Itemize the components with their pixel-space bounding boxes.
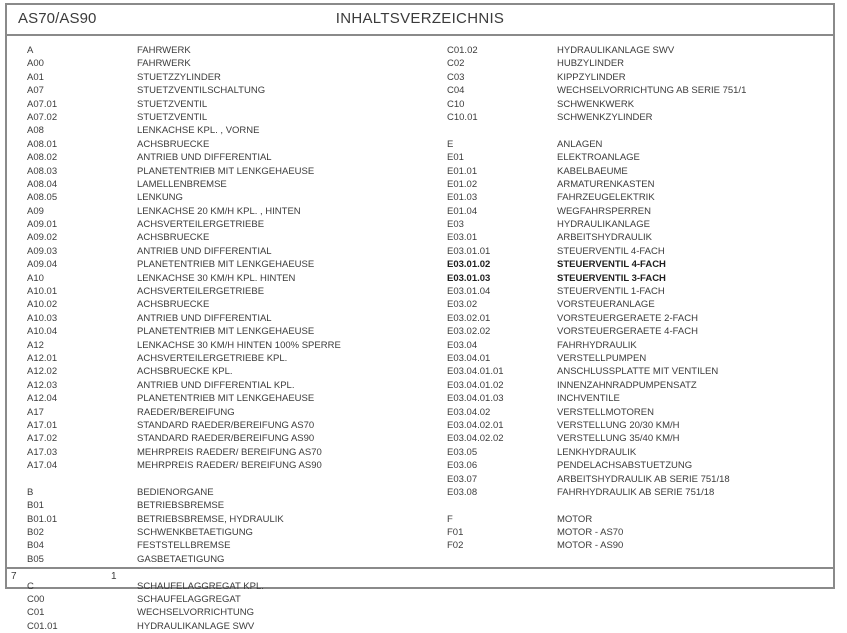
toc-row-code: A08.02 [27, 152, 58, 164]
toc-row[interactable] [27, 593, 427, 606]
toc-row[interactable] [27, 124, 427, 137]
toc-row[interactable] [447, 151, 847, 164]
toc-row-code: B04 [27, 540, 44, 552]
toc-row-code: C01 [27, 607, 45, 619]
toc-row-description: KABELBAEUME [557, 165, 628, 177]
toc-row-description: PLANETENTRIEB MIT LENKGEHAEUSE [137, 326, 315, 338]
toc-row-description: STEUERVENTIL 3-FACH [557, 272, 666, 284]
toc-row-description: ANLAGEN [557, 138, 603, 150]
toc-row-description: SCHWENKBETAETIGUNG [137, 527, 253, 539]
toc-row[interactable] [447, 406, 847, 419]
toc-row-description: ARBEITSHYDRAULIK [557, 232, 653, 244]
toc-row[interactable] [27, 191, 427, 204]
toc-row-description: FESTSTELLBREMSE [137, 540, 231, 552]
toc-row-code: C02 [447, 58, 465, 70]
toc-row-description: LENKACHSE KPL. , VORNE [137, 125, 260, 137]
toc-row-description: STUETZZYLINDER [137, 71, 221, 83]
toc-row[interactable] [447, 191, 847, 204]
toc-row-description: ANTRIEB UND DIFFERENTIAL KPL. [137, 379, 295, 391]
toc-row[interactable] [447, 379, 847, 392]
toc-row[interactable] [447, 111, 847, 124]
toc-row-description: BETRIEBSBREMSE [137, 500, 225, 512]
toc-row-description: ACHSVERTEILERGETRIEBE [137, 286, 265, 298]
toc-row-description: INNENZAHNRADPUMPENSATZ [557, 379, 697, 391]
toc-row[interactable] [447, 298, 847, 311]
toc-row-code: A08.03 [27, 165, 58, 177]
toc-row[interactable] [447, 57, 847, 70]
toc-row[interactable] [447, 71, 847, 84]
toc-row-code: E03.01.03 [447, 272, 491, 284]
toc-row[interactable] [27, 298, 427, 311]
toc-row[interactable] [447, 392, 847, 405]
toc-row-code: B01 [27, 500, 44, 512]
footer-page-number: 7 [11, 571, 17, 582]
toc-row-description: KIPPZYLINDER [557, 71, 626, 83]
toc-row-code: E03.04.02 [447, 406, 491, 418]
toc-row-code: C10.01 [447, 111, 478, 123]
toc-row[interactable] [447, 231, 847, 244]
toc-row-code: C04 [447, 85, 465, 97]
toc-row-code: B05 [27, 553, 44, 565]
toc-row-code: F01 [447, 527, 464, 539]
toc-row[interactable] [447, 526, 847, 539]
toc-row-code: C03 [447, 71, 465, 83]
toc-row[interactable] [27, 553, 427, 566]
toc-row[interactable] [447, 245, 847, 258]
toc-row-description: STUETZVENTIL [137, 98, 208, 110]
toc-row-description: ANSCHLUSSPLATTE MIT VENTILEN [557, 366, 719, 378]
toc-row[interactable] [447, 138, 847, 151]
toc-row-code: E03.04.01 [447, 352, 491, 364]
toc-row-description: WEGFAHRSPERREN [557, 205, 651, 217]
toc-spacer-row [447, 499, 847, 512]
toc-row-description: LENKHYDRAULIK [557, 446, 637, 458]
toc-row-description: STUETZVENTILSCHALTUNG [137, 85, 266, 97]
toc-row[interactable] [447, 325, 847, 338]
toc-row-code: A08.04 [27, 178, 58, 190]
toc-row[interactable] [447, 272, 847, 285]
toc-row[interactable] [447, 486, 847, 499]
toc-row-code: E03.04.01.03 [447, 393, 504, 405]
toc-row-code: F [447, 513, 453, 525]
toc-row-code: C01.01 [27, 620, 58, 632]
toc-row[interactable] [27, 285, 427, 298]
toc-row-description: LENKACHSE 30 KM/H HINTEN 100% SPERRE [137, 339, 341, 351]
toc-row[interactable] [27, 513, 427, 526]
toc-row[interactable] [447, 539, 847, 552]
toc-row-code: F02 [447, 540, 464, 552]
toc-row-code: A09.02 [27, 232, 58, 244]
toc-row[interactable] [27, 339, 427, 352]
toc-spacer-row [27, 473, 427, 486]
toc-column-left [27, 44, 427, 633]
toc-row-description: STANDARD RAEDER/BEREIFUNG AS70 [137, 419, 315, 431]
toc-row[interactable] [447, 165, 847, 178]
toc-row-description: FAHRHYDRAULIK [557, 339, 637, 351]
toc-row-code: A10.04 [27, 326, 58, 338]
toc-row-code: C01.02 [447, 45, 478, 56]
toc-row-code: A08.01 [27, 138, 58, 150]
toc-row-code: A12.04 [27, 393, 58, 405]
toc-row-description: LAMELLENBREMSE [137, 178, 227, 190]
toc-row-code: E01 [447, 152, 464, 164]
toc-row-code: A12.01 [27, 352, 58, 364]
toc-row[interactable] [27, 151, 427, 164]
toc-row-code: E03.06 [447, 460, 478, 472]
toc-row[interactable] [27, 44, 427, 57]
toc-row[interactable] [27, 392, 427, 405]
toc-column-right [447, 44, 847, 553]
toc-row-code: A17.01 [27, 419, 58, 431]
toc-row-code: A01 [27, 71, 44, 83]
toc-row-code: A09.04 [27, 259, 58, 271]
toc-row[interactable] [447, 339, 847, 352]
toc-row-description: ARMATURENKASTEN [557, 178, 655, 190]
toc-row-code: E03.05 [447, 446, 478, 458]
toc-row-code: E03.04 [447, 339, 478, 351]
toc-row-code: A17.04 [27, 460, 58, 472]
toc-row[interactable] [447, 446, 847, 459]
toc-row-code: A09 [27, 205, 44, 217]
toc-row-code: B [27, 486, 34, 498]
toc-row-description: BETRIEBSBREMSE, HYDRAULIK [137, 513, 284, 525]
toc-row-code: C10 [447, 98, 465, 110]
toc-row-description: INCHVENTILE [557, 393, 620, 405]
toc-row-code: A12 [27, 339, 44, 351]
footer-section-number: 1 [111, 571, 117, 582]
toc-row-code: E01.02 [447, 178, 478, 190]
toc-row[interactable] [447, 178, 847, 191]
toc-row-code: E01.01 [447, 165, 478, 177]
toc-row-code: A12.02 [27, 366, 58, 378]
toc-row[interactable] [27, 258, 427, 271]
toc-row-code: A17.02 [27, 433, 58, 445]
toc-row-description: SCHAUFELAGGREGAT [137, 594, 241, 606]
toc-row-code: A09.01 [27, 219, 58, 231]
document-footer [7, 567, 833, 587]
toc-row[interactable] [27, 325, 427, 338]
toc-row-description: WECHSELVORRICHTUNG AB SERIE 751/1 [557, 85, 747, 97]
toc-row[interactable] [27, 111, 427, 124]
toc-row-code: E03.01.01 [447, 245, 491, 257]
toc-row[interactable] [27, 218, 427, 231]
toc-row-description: STEUERVENTIL 1-FACH [557, 286, 665, 298]
toc-row-description: MOTOR - AS70 [557, 527, 624, 539]
toc-row-code: E03.01 [447, 232, 478, 244]
toc-row-code: A08.05 [27, 192, 58, 204]
toc-row-code: A17 [27, 406, 44, 418]
toc-row[interactable] [27, 352, 427, 365]
toc-row-description: ANTRIEB UND DIFFERENTIAL [137, 245, 272, 257]
toc-row-code: E01.04 [447, 205, 478, 217]
toc-row-description: HYDRAULIKANLAGE [557, 219, 650, 231]
toc-row-code: E03 [447, 219, 464, 231]
toc-row[interactable] [27, 71, 427, 84]
toc-row[interactable] [27, 419, 427, 432]
toc-row-description: VERSTELLPUMPEN [557, 352, 647, 364]
toc-row[interactable] [27, 446, 427, 459]
toc-row[interactable] [447, 285, 847, 298]
toc-row-code: A07.01 [27, 98, 58, 110]
toc-row-description: ARBEITSHYDRAULIK AB SERIE 751/18 [557, 473, 730, 485]
toc-row-description: ANTRIEB UND DIFFERENTIAL [137, 152, 272, 164]
toc-row-description: ACHSBRUECKE [137, 232, 210, 244]
toc-row-code: A08 [27, 125, 44, 137]
toc-row-description: HYDRAULIKANLAGE SWV [137, 620, 255, 632]
toc-row-description: HYDRAULIKANLAGE SWV [557, 45, 675, 56]
toc-row[interactable] [447, 459, 847, 472]
toc-row-code: A12.03 [27, 379, 58, 391]
toc-row[interactable] [447, 84, 847, 97]
toc-row-description: STEUERVENTIL 4-FACH [557, 245, 665, 257]
toc-row-code: E01.03 [447, 192, 478, 204]
toc-row-description: SCHWENKWERK [557, 98, 635, 110]
toc-row-description: ANTRIEB UND DIFFERENTIAL [137, 312, 272, 324]
toc-row[interactable] [27, 165, 427, 178]
toc-row-description: PLANETENTRIEB MIT LENKGEHAEUSE [137, 393, 315, 405]
toc-row-description: ACHSBRUECKE [137, 299, 210, 311]
toc-row-code: E03.02.02 [447, 326, 491, 338]
toc-row-description: WECHSELVORRICHTUNG [137, 607, 254, 619]
toc-row[interactable] [447, 98, 847, 111]
toc-row-description: VORSTEUERGERAETE 2-FACH [557, 312, 698, 324]
toc-row[interactable] [27, 406, 427, 419]
toc-row[interactable] [27, 606, 427, 619]
toc-row-description: LENKACHSE 30 KM/H KPL. HINTEN [137, 272, 296, 284]
toc-row-description: FAHRHYDRAULIK AB SERIE 751/18 [557, 486, 715, 498]
toc-row[interactable] [447, 312, 847, 325]
toc-row[interactable] [27, 365, 427, 378]
page-title: INHALTSVERZEICHNIS [335, 10, 505, 27]
machine-model-label: AS70/AS90 [18, 10, 97, 27]
toc-row[interactable] [27, 432, 427, 445]
toc-row-code: C [27, 580, 34, 592]
toc-row[interactable] [27, 272, 427, 285]
toc-row-code: A00 [27, 58, 44, 70]
toc-row-code: E03.07 [447, 473, 478, 485]
toc-row[interactable] [27, 231, 427, 244]
toc-row[interactable] [27, 539, 427, 552]
toc-row-description: VORSTEUERANLAGE [557, 299, 655, 311]
toc-row-description: MEHRPREIS RAEDER/ BEREIFUNG AS90 [137, 460, 322, 472]
toc-row-description: STANDARD RAEDER/BEREIFUNG AS90 [137, 433, 315, 445]
toc-spacer-row [447, 124, 847, 137]
toc-row-code: A10.03 [27, 312, 58, 324]
toc-row-description: STEUERVENTIL 4-FACH [557, 259, 666, 271]
toc-row-code: A10.01 [27, 286, 58, 298]
toc-row[interactable] [27, 57, 427, 70]
toc-row[interactable] [27, 379, 427, 392]
toc-row[interactable] [27, 312, 427, 325]
document-header [7, 5, 833, 36]
toc-row[interactable] [27, 205, 427, 218]
toc-row-code: E03.08 [447, 486, 478, 498]
toc-row-description: ACHSBRUECKE [137, 138, 210, 150]
toc-row-code: E03.04.01.01 [447, 366, 504, 378]
toc-row-description: PENDELACHSABSTUETZUNG [557, 460, 693, 472]
toc-row-description: ACHSBRUECKE KPL. [137, 366, 233, 378]
toc-row-description: MEHRPREIS RAEDER/ BEREIFUNG AS70 [137, 446, 322, 458]
toc-row-description: GASBETAETIGUNG [137, 553, 225, 565]
table-of-contents-body [7, 36, 833, 632]
toc-row-description: VORSTEUERGERAETE 4-FACH [557, 326, 698, 338]
toc-row-description: MOTOR - AS90 [557, 540, 624, 552]
toc-row-description: RAEDER/BEREIFUNG [137, 406, 235, 418]
toc-row-description: HUBZYLINDER [557, 58, 625, 70]
toc-row-code: A07 [27, 85, 44, 97]
toc-row-description: STUETZVENTIL [137, 111, 208, 123]
toc-row[interactable] [27, 98, 427, 111]
toc-row[interactable] [27, 245, 427, 258]
toc-row-code: E03.02 [447, 299, 478, 311]
toc-row[interactable] [447, 258, 847, 271]
toc-row-description: VERSTELLMOTOREN [557, 406, 654, 418]
toc-row-code: E03.04.02.01 [447, 419, 504, 431]
toc-row-description: VERSTELLUNG 35/40 KM/H [557, 433, 680, 445]
toc-row-description: SCHWENKZYLINDER [557, 111, 653, 123]
toc-row-description: ACHSVERTEILERGETRIEBE [137, 219, 265, 231]
toc-row-code: B02 [27, 527, 44, 539]
toc-row-code: E03.04.01.02 [447, 379, 504, 391]
toc-row-description: FAHRZEUGELEKTRIK [557, 192, 655, 204]
toc-row[interactable] [447, 419, 847, 432]
toc-row[interactable] [27, 178, 427, 191]
toc-row-code: A10 [27, 272, 44, 284]
toc-row-description: SCHAUFELAGGREGAT KPL. [137, 580, 264, 592]
toc-row[interactable] [447, 473, 847, 486]
toc-row-code: A [27, 45, 34, 56]
toc-row-description: BEDIENORGANE [137, 486, 214, 498]
toc-row-code: E03.01.02 [447, 259, 491, 271]
toc-row-description: ELEKTROANLAGE [557, 152, 640, 164]
toc-row[interactable] [27, 84, 427, 97]
toc-row-description: FAHRWERK [137, 58, 191, 70]
toc-row-description: FAHRWERK [137, 45, 191, 56]
toc-row[interactable] [447, 205, 847, 218]
toc-row[interactable] [447, 218, 847, 231]
toc-row[interactable] [27, 620, 427, 633]
toc-row-code: E03.02.01 [447, 312, 491, 324]
toc-row-description: VERSTELLUNG 20/30 KM/H [557, 419, 680, 431]
document-frame [5, 3, 835, 632]
toc-row[interactable] [447, 352, 847, 365]
toc-row[interactable] [27, 459, 427, 472]
toc-row-description: MOTOR [557, 513, 593, 525]
toc-row-code: A10.02 [27, 299, 58, 311]
toc-row[interactable] [27, 499, 427, 512]
toc-row-description: PLANETENTRIEB MIT LENKGEHAEUSE [137, 259, 315, 271]
toc-row[interactable] [27, 486, 427, 499]
toc-row[interactable] [447, 513, 847, 526]
toc-row[interactable] [447, 44, 847, 57]
toc-row-description: ACHSVERTEILERGETRIEBE KPL. [137, 352, 288, 364]
toc-row[interactable] [27, 138, 427, 151]
toc-row-code: A07.02 [27, 111, 58, 123]
toc-row-code: A17.03 [27, 446, 58, 458]
toc-row-code: A09.03 [27, 245, 58, 257]
toc-row-description: PLANETENTRIEB MIT LENKGEHAEUSE [137, 165, 315, 177]
toc-row-code: E03.04.02.02 [447, 433, 504, 445]
toc-row[interactable] [447, 432, 847, 445]
toc-row-description: LENKUNG [137, 192, 183, 204]
toc-row-code: C00 [27, 594, 45, 606]
toc-row-description: LENKACHSE 20 KM/H KPL. , HINTEN [137, 205, 301, 217]
toc-row-code: E [447, 138, 454, 150]
toc-row[interactable] [447, 365, 847, 378]
toc-row-code: B01.01 [27, 513, 58, 525]
toc-row[interactable] [27, 526, 427, 539]
toc-row-code: E03.01.04 [447, 286, 491, 298]
